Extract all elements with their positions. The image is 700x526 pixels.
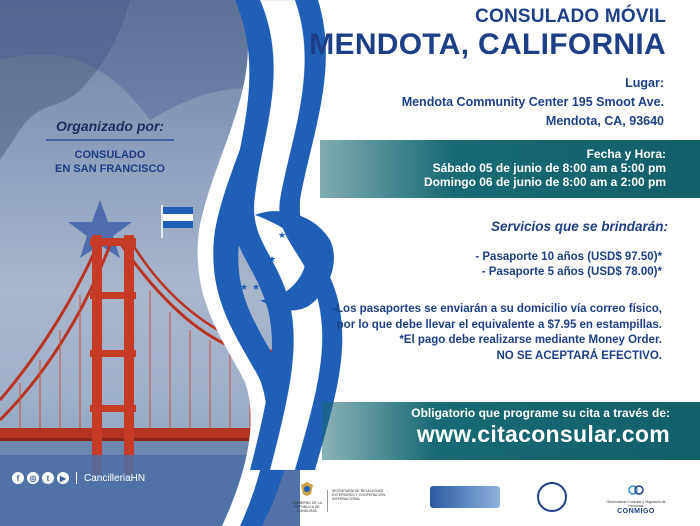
services-title: Servicios que se brindarán: xyxy=(490,219,668,234)
header-line1: CONSULADO MÓVIL xyxy=(475,6,666,27)
date-day1: Sábado 05 de junio de 8:00 am a 5:00 pm xyxy=(432,161,666,175)
gobierno-logo-text: GOBIERNO DE LA REPÚBLICA DE HONDURAS xyxy=(292,501,322,513)
svg-text:★: ★ xyxy=(278,231,287,241)
logo-divider xyxy=(327,490,328,512)
svg-text:★: ★ xyxy=(268,255,277,265)
facebook-icon[interactable]: f xyxy=(12,472,24,484)
observatorio-logo-text: Observatorio Consular y Migratorio de Honduras xyxy=(606,500,666,508)
location-label: Lugar: xyxy=(625,76,664,90)
header-line2: MENDOTA, CALIFORNIA xyxy=(309,28,666,61)
location-address: Mendota Community Center 195 Smoot Ave. xyxy=(401,95,664,109)
social-divider xyxy=(76,472,77,484)
observatorio-icon xyxy=(628,485,644,495)
svg-text:★: ★ xyxy=(252,283,261,293)
seal-logo xyxy=(537,482,567,512)
svg-text:★: ★ xyxy=(240,283,249,293)
youtube-icon[interactable]: ▶ xyxy=(57,472,69,484)
honduras-flag-ribbon xyxy=(200,0,350,470)
appointment-text: Obligatorio que programe su cita a través de: xyxy=(411,406,670,420)
payment-note: *El pago debe realizarse mediante Money Order. xyxy=(399,334,662,346)
date-label: Fecha y Hora: xyxy=(586,147,666,161)
location-block xyxy=(402,74,664,131)
organizer-name-line1: CONSULADO xyxy=(74,149,146,161)
secretaria-logo-text: SECRETARÍA DE RELACIONES EXTERIORES Y COOPERACIÓN INTERNACIONAL xyxy=(332,489,385,501)
observatorio-logo xyxy=(605,482,667,515)
date-block xyxy=(424,147,666,189)
conmigo-brand: CONMIGO xyxy=(617,508,655,515)
services-notes xyxy=(332,302,662,364)
location-city: Mendota, CA, 93640 xyxy=(545,114,664,128)
embassy-logo xyxy=(430,486,500,508)
shipping-note: -Los pasaportes se enviarán a su domicilio vía correo físico, por lo que debe llevar el equivalente a $7.95 en estampillas. xyxy=(332,303,662,331)
no-cash-note: NO SE ACEPTARÁ EFECTIVO. xyxy=(496,349,662,362)
instagram-icon[interactable]: ◎ xyxy=(27,472,39,484)
organizer-name-line2: EN SAN FRANCISCO xyxy=(54,163,165,175)
coat-of-arms-icon xyxy=(300,482,314,496)
service-item-10-years: - Pasaporte 10 años (USD$ 97.50)* xyxy=(475,251,662,263)
date-day2: Domingo 06 de junio de 8:00 am a 2:00 pm xyxy=(423,175,666,189)
secretaria-logo xyxy=(332,489,392,501)
social-bar xyxy=(12,468,145,488)
services-list xyxy=(475,250,662,280)
social-handle: CancilleriaHN xyxy=(84,472,146,484)
svg-text:★: ★ xyxy=(290,231,299,241)
appointment-url-link[interactable]: www.citaconsular.com xyxy=(416,421,670,447)
organizer-label: Organizado por: xyxy=(55,118,165,134)
organizer-divider xyxy=(46,139,174,141)
gobierno-logo xyxy=(290,482,324,513)
organizer-block xyxy=(40,118,180,176)
service-item-5-years: - Pasaporte 5 años (USD$ 78.00)* xyxy=(481,266,662,278)
twitter-icon[interactable]: t xyxy=(42,472,54,484)
